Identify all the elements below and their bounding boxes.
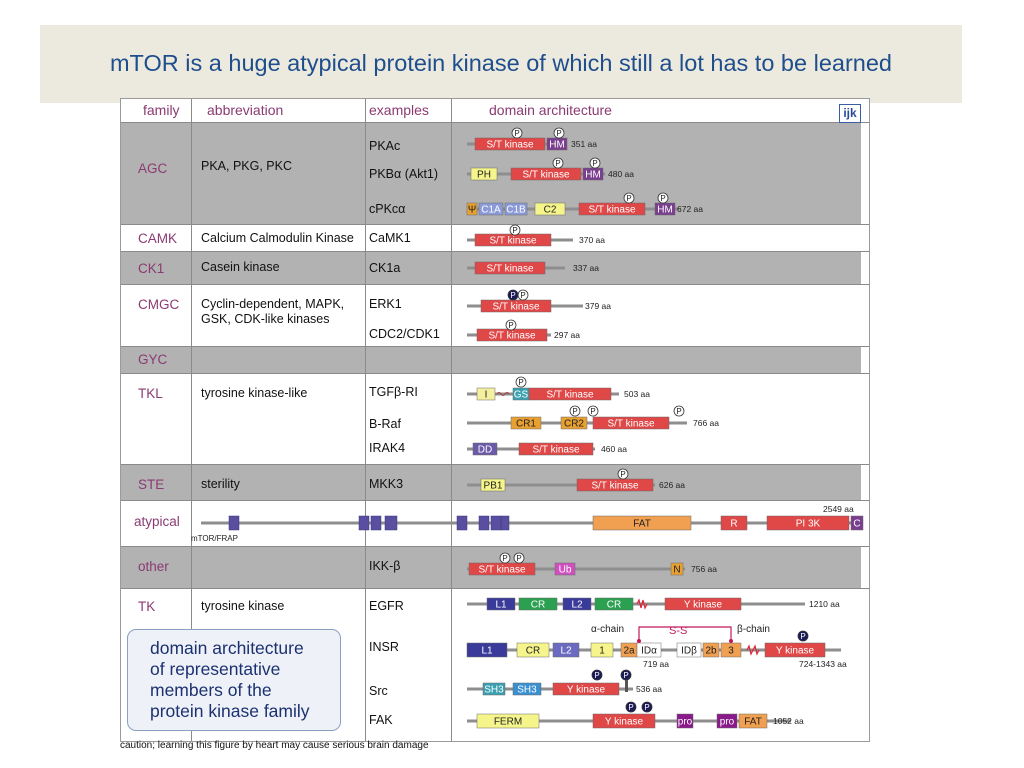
heat-repeat-block [491,516,501,530]
abbr-agc: PKA, PKG, PKC [201,159,293,173]
domain-label: CR [530,599,546,611]
domain-label: CR2 [563,418,585,430]
beta-chain-label: β-chain [737,624,770,635]
header-domain-architecture: domain architecture [489,102,612,118]
length-label: 297 aa [554,330,580,340]
slide-title: mTOR is a huge atypical protein kinase of which still a lot has to be learned [109,50,892,76]
phospho-label: P [594,671,600,680]
domain-label: S/T kinase [489,235,537,247]
domain-label: DD [477,444,493,456]
length-label: 2549 aa [823,504,854,514]
example-src: Src [369,684,388,698]
domain-label: S/T kinase [492,301,540,313]
phospho-label: P [592,159,598,168]
kinase-family-figure [120,98,870,742]
disulfide-label: S-S [669,625,688,637]
phospho-label: P [555,159,561,168]
domain-label: S/T kinase [486,139,534,151]
domain-label: pro [719,716,735,728]
tail-tick [625,680,628,692]
length-label: 370 aa [579,235,605,245]
bridge-end [637,639,641,643]
example-fak: FAK [369,713,393,727]
domain-label: 2b [705,645,717,657]
family-agc: AGC [138,161,168,176]
family-tkl: TKL [138,386,163,401]
alpha-chain-label: α-chain [591,624,625,635]
domain-label: 1 [599,645,605,657]
bridge-end [729,639,733,643]
example-ikkb: IKK-β [369,559,401,573]
example-mkk3: MKK3 [369,477,404,491]
domain-label: GS [513,389,529,401]
phospho-label: P [660,194,666,203]
domain-label: L2 [560,645,572,657]
phospho-label: P [800,632,806,641]
domain-label: CR [606,599,622,611]
domain-label: HM [657,204,673,216]
phospho-label: P [518,378,524,387]
backbone-line [201,522,851,525]
caption-box [127,629,341,731]
domain-label: N [673,564,681,576]
domain-label: FAT [744,716,762,728]
domain-label: Ψ [467,204,477,216]
phospho-label: P [626,194,632,203]
heat-repeat-block [385,516,397,530]
length-label: 503 aa [624,389,650,399]
domain-label: Y kinase [775,645,815,657]
header-examples: examples [369,102,429,118]
domain-label: CR1 [515,418,537,430]
length-label: 766 aa [693,418,719,428]
length-label: 724-1343 aa [799,659,847,669]
length-label: 379 aa [585,301,611,311]
abbr-ck1: Casein kinase [201,260,280,274]
family-other: other [138,559,169,574]
family-cmgc: CMGC [138,297,180,312]
abbr-tkl: tyrosine kinase-like [201,386,308,400]
domain-label: S/T kinase [532,444,580,456]
backbone-line [467,603,805,606]
domain-label: S/T kinase [488,330,536,342]
heat-repeat-block [457,516,467,530]
domain-label: HM [585,169,601,181]
domain-label: FAT [633,518,651,530]
example-erk1: ERK1 [369,297,402,311]
example-insr: INSR [369,640,399,654]
domain-label: Y kinase [604,716,644,728]
domain-label: C2 [543,204,557,216]
length-label: 351 aa [571,139,597,149]
example-egfr: EGFR [369,599,404,613]
example-cpkc: cPKcα [369,202,406,216]
domain-label: S/T kinase [607,418,655,430]
domain-label: L2 [571,599,583,611]
domain-label: PI 3K [795,518,821,530]
domain-label: S/T kinase [591,480,639,492]
domain-label: S/T kinase [478,564,526,576]
domain-label: CR [525,645,541,657]
domain-label: I [484,389,488,401]
domain-label: S/T kinase [546,389,594,401]
heat-repeat-block [479,516,489,530]
phospho-label: P [508,321,514,330]
length-label: 756 aa [691,564,717,574]
phospho-label: P [590,407,596,416]
length-label: 1052 aa [773,716,804,726]
domain-label: L1 [481,645,493,657]
phospho-label: P [512,226,518,235]
domain-label: S/T kinase [588,204,636,216]
domain-label: IDα [641,645,657,657]
domain-label: PB1 [483,480,503,492]
abbr-cmgc: Cyclin-dependent, MAPK, GSK, CDK-like kinases [201,297,345,326]
domain-label: HM [549,139,565,151]
length-label: 536 aa [636,684,662,694]
phospho-label: P [623,671,629,680]
domain-label: SH3 [484,684,504,696]
phospho-label: P [520,291,526,300]
phospho-label: P [514,129,520,138]
example-pkb: PKBα (Akt1) [369,167,439,181]
domain-label: 3 [728,645,734,657]
caption-text: domain architecture of representative members of the protein kinase family [150,638,310,721]
alpha-length-label: 719 aa [643,659,669,669]
domain-label: C1B [506,204,526,216]
domain-label: Y kinase [566,684,606,696]
footnote: caution; learning this figure by heart may cause serious brain damage [120,740,429,751]
domain-label: R [730,518,738,530]
abbr-tk: tyrosine kinase [201,599,285,613]
length-label: 480 aa [608,169,634,179]
example-braf: B-Raf [369,417,401,431]
heat-repeat-block [229,516,239,530]
length-label: 626 aa [659,480,685,490]
phospho-label: P [620,470,626,479]
domain-label: C1A [481,204,501,216]
length-label: 1210 aa [809,599,840,609]
example-irak4: IRAK4 [369,441,406,455]
example-pkac: PKAc [369,139,401,153]
example-ck1a: CK1a [369,261,401,275]
phospho-label: P [572,407,578,416]
family-tk: TK [138,599,156,614]
family-camk: CAMK [138,231,178,246]
domain-label: pro [677,716,693,728]
phospho-label: P [516,554,522,563]
example-tgfb: TGFβ-RI [369,385,418,399]
title-banner [40,25,962,103]
length-label: 337 aa [573,263,599,273]
domain-label: L1 [495,599,507,611]
phospho-label: P [644,703,650,712]
heat-repeat-block [371,516,381,530]
example-cdc2: CDC2/CDK1 [369,327,440,341]
domain-label: FERM [493,716,523,728]
domain-label: S/T kinase [522,169,570,181]
protein-name-label: mTOR/FRAP [191,534,238,543]
phospho-label: P [556,129,562,138]
phospho-label: P [502,554,508,563]
family-atypical: atypical [134,514,180,529]
domain-label: S/T kinase [486,263,534,275]
heat-repeat-block [501,516,509,530]
domain-label: IDβ [681,645,697,657]
abbr-ste: sterility [201,477,240,491]
domain-label: SH3 [517,684,537,696]
phospho-label: P [510,291,516,300]
family-gyc: GYC [138,352,168,367]
family-ck1: CK1 [138,261,165,276]
domain-label: Ub [558,564,572,576]
domain-label: 2a [623,645,635,657]
phospho-label: P [676,407,682,416]
length-label: 460 aa [601,444,627,454]
domain-label: Y kinase [683,599,723,611]
ijk-logo: ijk [839,104,861,123]
domain-label: PH [477,169,491,181]
domain-label: C [853,518,861,530]
heat-repeat-block [359,516,369,530]
family-ste: STE [138,477,165,492]
length-label: 672 aa [677,204,703,214]
example-camk1: CaMK1 [369,231,411,245]
abbr-camk: Calcium Calmodulin Kinase [201,231,354,245]
phospho-label: P [628,703,634,712]
header-family: family [143,102,180,118]
header-abbreviation: abbreviation [207,102,284,118]
